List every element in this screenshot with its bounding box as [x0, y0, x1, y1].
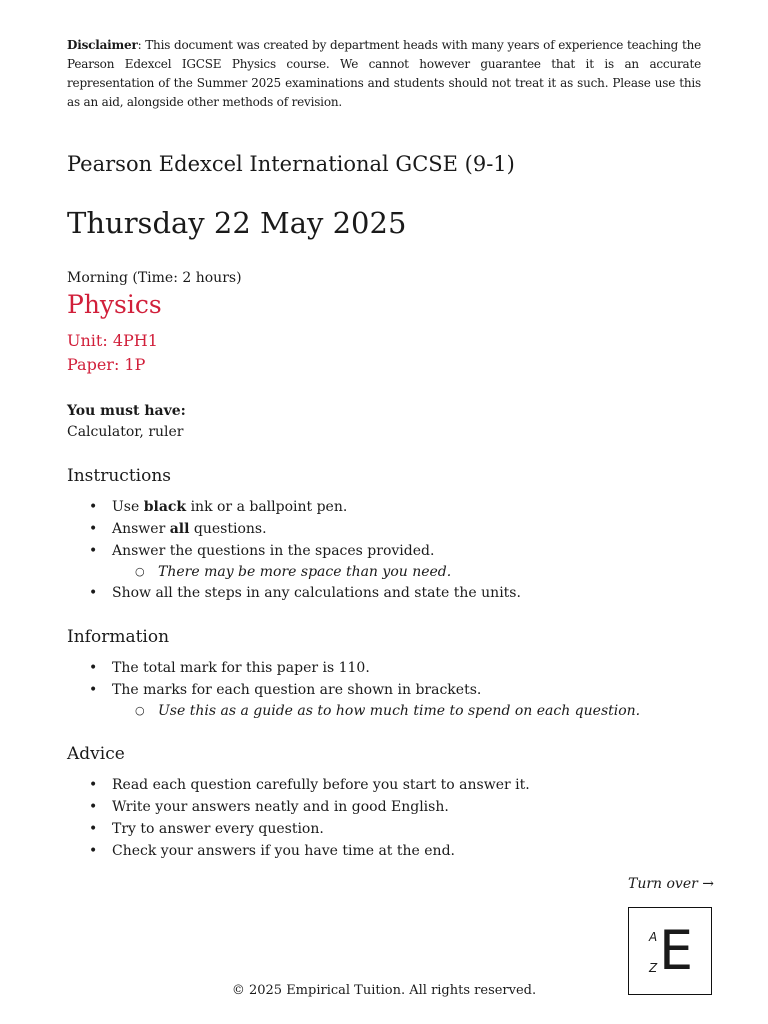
turn-over-label: Turn over → — [627, 876, 714, 892]
list-item: • The total mark for this paper is 110. — [67, 657, 707, 679]
information-heading: Information — [67, 627, 170, 647]
logo-small-a: A — [649, 930, 658, 944]
list-item: • Show all the steps in any calculations and state the units. — [67, 582, 707, 604]
list-item: • Read each question carefully before you start to answer it. — [67, 774, 707, 796]
list-item — [67, 518, 707, 540]
disclaimer-label: Disclaimer — [67, 38, 138, 52]
empirical-logo — [628, 907, 712, 995]
must-have-label: You must have: — [67, 403, 186, 419]
exam-session: Morning (Time: 2 hours) — [67, 270, 242, 286]
list-item: • Try to answer every question. — [67, 818, 707, 840]
exam-unit: Unit: 4PH1 — [67, 331, 158, 350]
item-text: ink or a ballpoint pen. — [186, 499, 348, 515]
list-subitem: ○ There may be more space than you need. — [67, 562, 707, 582]
advice-heading: Advice — [67, 744, 125, 764]
item-emphasis: all — [169, 521, 190, 537]
item-text: questions. — [189, 521, 267, 537]
copyright-footer: © 2025 Empirical Tuition. All rights reserved. — [231, 983, 537, 998]
disclaimer — [67, 36, 701, 112]
exam-date: Thursday 22 May 2025 — [67, 206, 407, 240]
must-have-value: Calculator, ruler — [67, 424, 184, 440]
advice-list — [67, 774, 707, 862]
disclaimer-block — [67, 36, 701, 112]
list-item: • Answer the questions in the spaces provided. — [67, 540, 707, 562]
exam-paper: Paper: 1P — [67, 355, 146, 374]
logo-small-z: Z — [649, 961, 658, 975]
exam-subject: Physics — [67, 290, 162, 319]
item-text: Answer — [112, 521, 170, 537]
exam-board: Pearson Edexcel International GCSE (9-1) — [67, 152, 515, 176]
logo-letter-e: E — [659, 919, 694, 982]
instructions-list — [67, 496, 707, 604]
information-list — [67, 657, 707, 721]
list-item — [67, 496, 707, 518]
item-text: Use — [112, 499, 144, 515]
item-emphasis: black — [143, 499, 187, 515]
instructions-heading: Instructions — [67, 466, 171, 486]
list-item: • Check your answers if you have time at the end. — [67, 840, 707, 862]
list-item: • Write your answers neatly and in good English. — [67, 796, 707, 818]
disclaimer-text: : This document was created by department heads with many years of experience teaching the Pearson Edexcel IGCSE Physics course. We cannot however guarantee that it is an accurate representation of the Summer 2025 examinations and students should not treat it as such. Please use this as an aid, alongside other methods of revision. — [67, 38, 701, 109]
list-item: • The marks for each question are shown in brackets. — [67, 679, 707, 701]
list-subitem: ○ Use this as a guide as to how much time to spend on each question. — [67, 701, 707, 721]
